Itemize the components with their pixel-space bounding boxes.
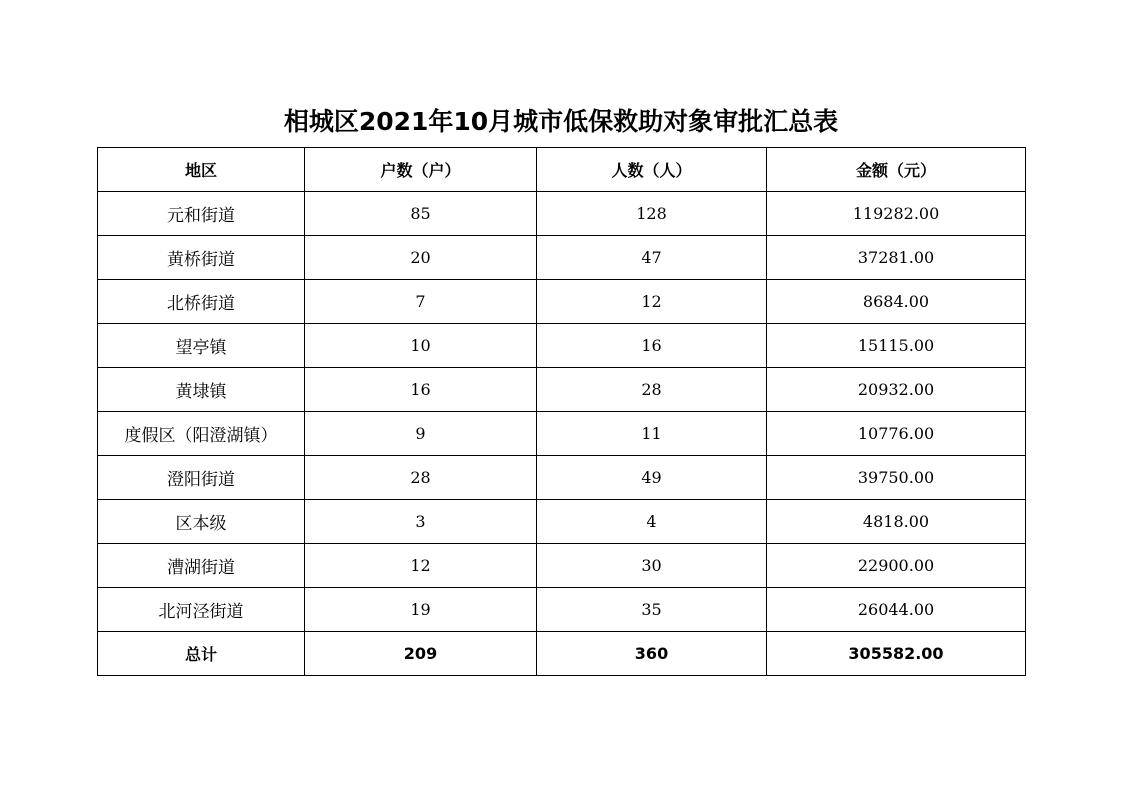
cell-households: 85 (305, 192, 537, 236)
cell-amount: 26044.00 (767, 588, 1026, 632)
table-row (98, 236, 1026, 280)
cell-households: 16 (305, 368, 537, 412)
table-row (98, 324, 1026, 368)
header-households: 户数（户） (305, 148, 537, 192)
cell-persons: 11 (537, 412, 767, 456)
table-row (98, 368, 1026, 412)
cell-persons: 30 (537, 544, 767, 588)
cell-region: 漕湖街道 (98, 544, 305, 588)
header-persons: 人数（人） (537, 148, 767, 192)
table-row (98, 456, 1026, 500)
total-row (98, 632, 1026, 676)
total-persons: 360 (537, 632, 767, 676)
cell-amount: 119282.00 (767, 192, 1026, 236)
total-label: 总计 (98, 632, 305, 676)
cell-households: 7 (305, 280, 537, 324)
cell-amount: 15115.00 (767, 324, 1026, 368)
table-row (98, 412, 1026, 456)
total-households: 209 (305, 632, 537, 676)
cell-households: 3 (305, 500, 537, 544)
header-region: 地区 (98, 148, 305, 192)
cell-region: 澄阳街道 (98, 456, 305, 500)
table-header (98, 148, 1026, 192)
cell-region: 望亭镇 (98, 324, 305, 368)
header-row (98, 148, 1026, 192)
table-row (98, 280, 1026, 324)
cell-persons: 47 (537, 236, 767, 280)
table-row (98, 544, 1026, 588)
cell-households: 19 (305, 588, 537, 632)
cell-region: 元和街道 (98, 192, 305, 236)
approval-summary-table (97, 147, 1026, 676)
cell-households: 9 (305, 412, 537, 456)
cell-region: 黄桥街道 (98, 236, 305, 280)
cell-persons: 4 (537, 500, 767, 544)
table-row (98, 500, 1026, 544)
cell-region: 北河泾街道 (98, 588, 305, 632)
cell-amount: 8684.00 (767, 280, 1026, 324)
cell-amount: 10776.00 (767, 412, 1026, 456)
cell-households: 20 (305, 236, 537, 280)
cell-region: 黄埭镇 (98, 368, 305, 412)
table-row (98, 588, 1026, 632)
cell-persons: 35 (537, 588, 767, 632)
cell-amount: 22900.00 (767, 544, 1026, 588)
cell-persons: 28 (537, 368, 767, 412)
cell-amount: 37281.00 (767, 236, 1026, 280)
cell-region: 度假区（阳澄湖镇） (98, 412, 305, 456)
cell-region: 北桥街道 (98, 280, 305, 324)
cell-persons: 12 (537, 280, 767, 324)
document-title: 相城区2021年10月城市低保救助对象审批汇总表 (283, 107, 839, 136)
total-amount: 305582.00 (767, 632, 1026, 676)
cell-amount: 39750.00 (767, 456, 1026, 500)
table-body (98, 192, 1026, 676)
cell-persons: 49 (537, 456, 767, 500)
cell-amount: 20932.00 (767, 368, 1026, 412)
cell-amount: 4818.00 (767, 500, 1026, 544)
table-row (98, 192, 1026, 236)
cell-households: 10 (305, 324, 537, 368)
cell-persons: 16 (537, 324, 767, 368)
header-amount: 金额（元） (767, 148, 1026, 192)
cell-persons: 128 (537, 192, 767, 236)
cell-region: 区本级 (98, 500, 305, 544)
cell-households: 28 (305, 456, 537, 500)
cell-households: 12 (305, 544, 537, 588)
